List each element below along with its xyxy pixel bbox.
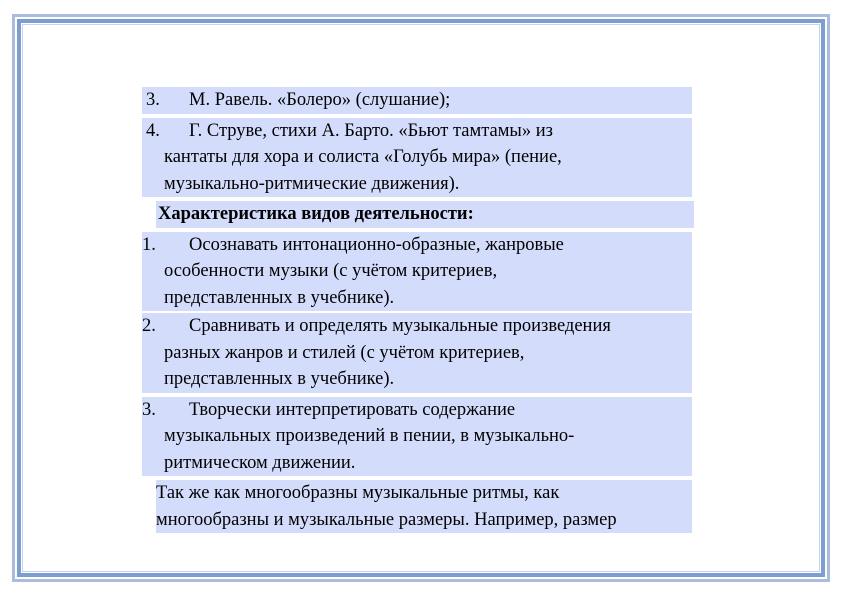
list-item-text: представленных в учебнике). <box>164 369 395 389</box>
list-item-number: 4. <box>146 120 160 141</box>
section-heading: Характеристика видов деятельности: <box>156 201 694 228</box>
list-item-text: Осознавать интонационно-образные, жанровые <box>189 234 564 255</box>
body-paragraph <box>156 480 692 533</box>
paragraph-line: Так же как многообразны музыкальные ритмы, как <box>156 483 560 503</box>
list-item-text: ритмическом движении. <box>164 452 356 473</box>
list-item-text: музыкальных произведений в пении, в музыкально- <box>164 426 575 446</box>
list-item-text: разных жанров и стилей (с учётом критериев, <box>164 342 525 363</box>
list-item-number: 3. <box>146 90 160 110</box>
list-item-text: музыкально-ритмические движения). <box>164 173 460 194</box>
list-item-text: М. Равель. «Болеро» (слушание); <box>189 90 451 110</box>
list-item-text: кантаты для хора и солиста «Голубь мира» (пение, <box>164 147 562 167</box>
paragraph-line: многообразны и музыкальные размеры. Например, размер <box>156 509 617 530</box>
list-item-text: Сравнивать и определять музыкальные произведения <box>189 316 611 336</box>
list-item <box>142 313 692 393</box>
list-item-number: 1. <box>142 234 156 255</box>
list-item-number: 3. <box>142 399 156 420</box>
list-item-text: Творчески интерпретировать содержание <box>189 399 516 420</box>
list-item-number: 2. <box>142 316 156 336</box>
list-item-text: особенности музыки (с учётом критериев, <box>164 261 498 281</box>
list-item-text: представленных в учебнике). <box>164 287 395 308</box>
list-item <box>142 232 692 312</box>
slide-content <box>140 87 700 533</box>
list-item <box>142 118 692 198</box>
list-item <box>142 397 692 477</box>
list-item-text: Г. Струве, стихи А. Барто. «Бьют тамтамы» из <box>189 120 553 141</box>
list-item <box>142 87 692 114</box>
